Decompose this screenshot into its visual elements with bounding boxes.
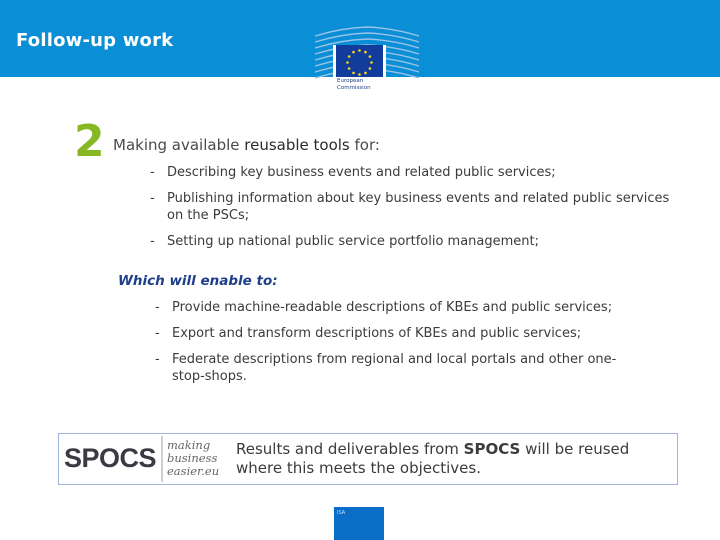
list-item: - Federate descriptions from regional and local portals and other one-stop-shops. — [155, 351, 635, 385]
results-prefix: Results and deliverables from — [236, 440, 464, 458]
list-item: - Provide machine-readable descriptions of KBEs and public services; — [155, 299, 635, 316]
list-item: - Publishing information about key business events and related public services on the PSCs; — [150, 190, 670, 224]
slide-title: Follow-up work — [16, 30, 174, 51]
intro-suffix: for: — [349, 136, 380, 154]
tagline-line: business — [167, 451, 218, 465]
intro-prefix: Making available — [113, 136, 245, 154]
ec-caption-line: Commission — [337, 85, 371, 91]
intro-text — [113, 136, 380, 154]
tagline-line: easier.eu — [167, 464, 220, 478]
enable-heading: Which will enable to: — [118, 273, 278, 289]
spocs-logo: SPOCS — [64, 443, 157, 473]
ec-caption-line: European — [337, 78, 364, 84]
spocs-panel — [58, 433, 678, 485]
list-item: - Export and transform descriptions of KBEs and public services; — [155, 325, 635, 342]
list-item: - Describing key business events and related public services; — [150, 164, 670, 181]
enable-list — [155, 299, 635, 394]
spocs-divider — [161, 436, 163, 482]
spocs-tagline — [167, 439, 219, 478]
tagline-line: making — [167, 438, 211, 452]
footer-badge — [334, 507, 384, 540]
intro-emphasis: reusable tools — [244, 136, 350, 154]
section-number: 2 — [74, 116, 105, 167]
results-suffix: will be reused where this meets the objectives. — [236, 440, 630, 477]
ec-logo-caption — [337, 78, 371, 92]
list-item: - Setting up national public service portfolio management; — [150, 233, 670, 250]
results-text — [236, 440, 676, 478]
tools-list — [150, 164, 670, 259]
footer-text: ISA — [337, 510, 346, 516]
results-emphasis: SPOCS — [463, 440, 521, 458]
